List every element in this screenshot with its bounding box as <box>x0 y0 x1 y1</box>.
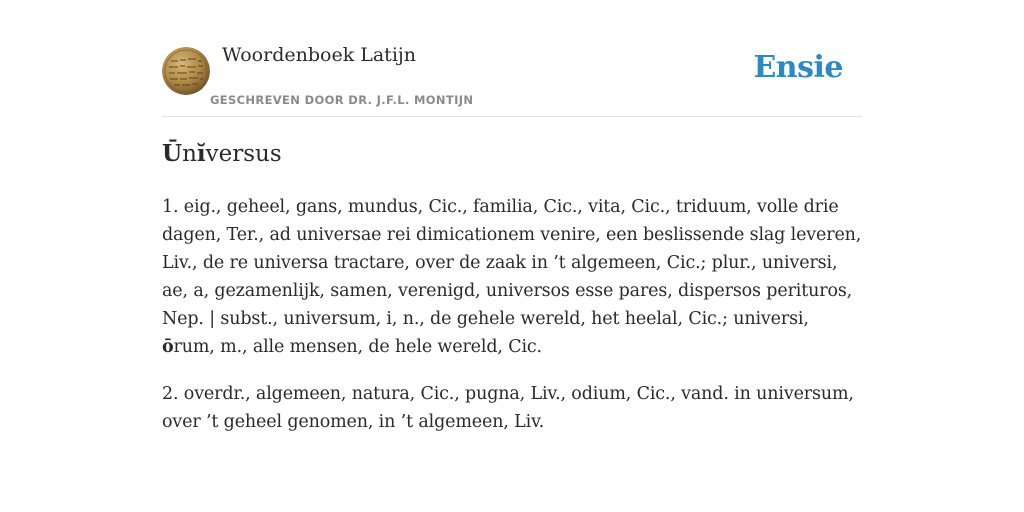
author-credit: GESCHREVEN DOOR DR. J.F.L. MONTIJN <box>210 93 474 107</box>
dictionary-title-link[interactable]: Woordenboek Latijn <box>222 44 417 66</box>
entry-headword <box>162 136 862 172</box>
definition-text: rum, m., alle mensen, de hele wereld, Cic. <box>173 337 542 357</box>
entry-content <box>162 136 862 455</box>
definition-paragraph-2: 2. overdr., algemeen, natura, Cic., pugna, Liv., odium, Cic., vand. in universum, over ’t geheel genomen, in ’t algemeen, Liv. <box>162 384 854 432</box>
site-header <box>162 40 862 117</box>
headword-text-segment: n <box>182 141 197 167</box>
definition-macron-letter: ō <box>162 337 174 357</box>
ensie-logo-link[interactable]: Ensie <box>753 50 843 85</box>
definition-paragraph-1 <box>162 193 862 361</box>
coin-icon[interactable] <box>162 47 210 95</box>
headword-breve-letter: ĭ <box>196 140 206 167</box>
headword-macron-letter: Ū <box>162 140 183 167</box>
definition-text: 1. eig., geheel, gans, mundus, Cic., familia, Cic., vita, Cic., triduum, volle drie dagen, Ter., ad universae rei dimicationem venire, een beslissende slag leveren, Liv., de re universa tractare, over de zaak in ’t algemeen, Cic.; plur., universi, ae, a, gezamenlijk, samen, verenigd, universos esse pares, dispersos perituros, Nep. | subst., universum, i, n., de gehele wereld, het heelal, Cic.; universi, <box>162 197 862 329</box>
headword-text-segment: versus <box>205 141 282 167</box>
